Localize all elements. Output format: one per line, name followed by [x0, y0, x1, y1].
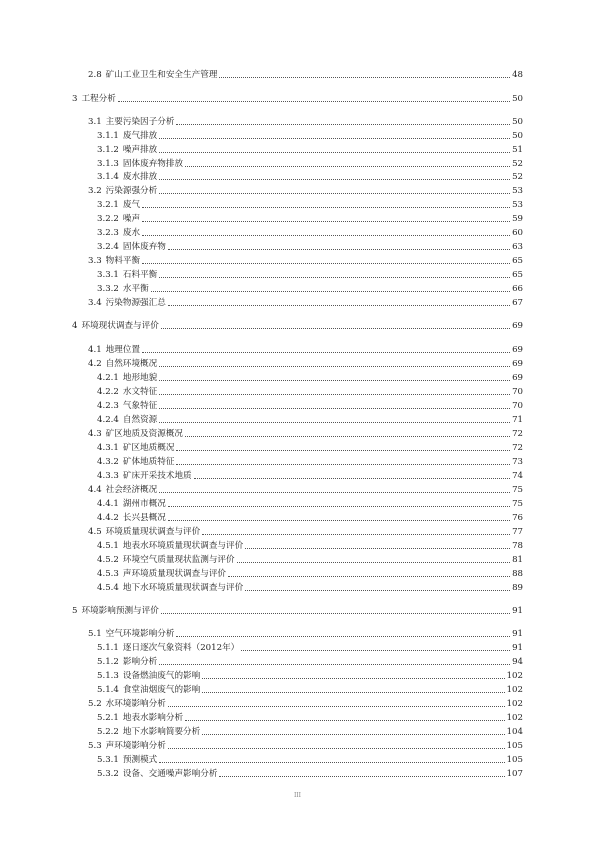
toc-leader-dots — [168, 248, 510, 250]
toc-entry-page: 88 — [512, 569, 523, 579]
toc-entry-title: 设备燃油废气的影响 — [122, 671, 201, 681]
toc-entry-number: 5.2 — [88, 699, 102, 709]
toc-leader-dots — [161, 612, 510, 614]
toc-entry-page: 70 — [512, 387, 523, 397]
toc-entry-number: 5.1.1 — [97, 643, 119, 653]
toc-entry-number: 3 — [72, 94, 78, 104]
toc-entry-page: 94 — [512, 657, 523, 667]
toc-entry-title: 地表水影响分析 — [122, 713, 184, 723]
toc-entry-number: 3.2.4 — [97, 242, 119, 252]
toc-entry-title: 矿山工业卫生和安全生产管理 — [105, 70, 218, 80]
toc-entry-title: 逐日逐次气象资料（2012年） — [122, 643, 240, 653]
toc-entry[interactable] — [88, 252, 523, 266]
toc-entry[interactable] — [97, 280, 523, 294]
toc-entry-page: 69 — [512, 373, 523, 383]
toc-leader-dots — [118, 100, 510, 102]
toc-entry-number: 3.4 — [88, 298, 102, 308]
toc-entry-title: 废水排放 — [122, 172, 158, 182]
toc-entry[interactable] — [88, 66, 523, 80]
toc-entry-title: 水平衡 — [122, 284, 149, 294]
toc-leader-dots — [185, 719, 505, 721]
toc-leader-dots — [176, 635, 510, 637]
toc-entry-title: 废气 — [122, 200, 141, 210]
toc-leader-dots — [159, 421, 510, 423]
toc-leader-dots — [176, 449, 510, 451]
toc-entry[interactable] — [72, 317, 523, 331]
toc-entry[interactable] — [97, 565, 523, 579]
toc-entry-page: 102 — [506, 671, 523, 681]
toc-entry-page: 50 — [512, 117, 523, 127]
toc-entry-title: 影响分析 — [122, 657, 158, 667]
toc-entry-number: 5 — [72, 606, 78, 616]
toc-entry-title: 水环境影响分析 — [105, 699, 166, 709]
toc-entry[interactable] — [88, 523, 523, 537]
toc-entry[interactable] — [88, 294, 523, 308]
toc-entry-page: 105 — [506, 755, 523, 765]
toc-entry[interactable] — [88, 113, 523, 127]
toc-entry-page: 73 — [512, 457, 523, 467]
toc-entry[interactable] — [88, 481, 523, 495]
toc-entry-title: 自然资源 — [122, 415, 158, 425]
toc-entry-page: 81 — [512, 555, 523, 565]
toc-entry-number: 5.2.2 — [97, 727, 119, 737]
toc-leader-dots — [168, 304, 510, 306]
toc-leader-dots — [159, 178, 510, 180]
toc-leader-dots — [228, 575, 510, 577]
toc-entry-number: 3.2 — [88, 186, 102, 196]
toc-entry-number: 5.1.3 — [97, 671, 119, 681]
toc-entry[interactable] — [97, 369, 523, 383]
toc-leader-dots — [168, 505, 510, 507]
toc-entry[interactable] — [88, 425, 523, 439]
toc-leader-dots — [219, 76, 510, 78]
toc-entry[interactable] — [97, 723, 523, 737]
toc-entry[interactable] — [97, 639, 523, 653]
toc-entry-page: 102 — [506, 685, 523, 695]
toc-entry-page: 63 — [512, 242, 523, 252]
toc-entry-number: 5.1 — [88, 629, 102, 639]
toc-entry-title: 固体废弃物 — [122, 242, 166, 252]
toc-entry[interactable] — [72, 90, 523, 104]
toc-entry-number: 4.3.2 — [97, 457, 119, 467]
toc-entry-number: 3.2.2 — [97, 214, 119, 224]
toc-entry-title: 空气环境影响分析 — [105, 629, 175, 639]
toc-entry-title: 矿床开采技术地质 — [122, 471, 192, 481]
toc-entry-title: 湖州市概况 — [122, 499, 166, 509]
toc-entry-title: 主要污染因子分析 — [105, 117, 175, 127]
toc-leader-dots — [159, 192, 510, 194]
toc-entry-page: 67 — [512, 298, 523, 308]
toc-entry-page: 69 — [512, 359, 523, 369]
toc-leader-dots — [151, 290, 510, 292]
toc-entry-page: 50 — [512, 131, 523, 141]
toc-entry-title: 工程分析 — [81, 94, 116, 104]
toc-entry-title: 环境现状调查与评价 — [81, 321, 159, 331]
toc-leader-dots — [159, 379, 510, 381]
toc-entry-title: 声环境影响分析 — [105, 741, 166, 751]
toc-entry-number: 4.3 — [88, 429, 102, 439]
toc-entry[interactable] — [97, 453, 523, 467]
toc-entry-number: 4.2.1 — [97, 373, 119, 383]
toc-entry-number: 3.1 — [88, 117, 102, 127]
toc-entry-page: 48 — [512, 70, 523, 80]
toc-entry-number: 3.2.3 — [97, 228, 119, 238]
toc-entry-number: 3.2.1 — [97, 200, 119, 210]
toc-entry-title: 食堂油烟废气的影响 — [122, 685, 201, 695]
toc-entry-page: 74 — [512, 471, 523, 481]
toc-leader-dots — [176, 123, 510, 125]
toc-entry-title: 地下水环境质量现状调查与评价 — [122, 583, 244, 593]
toc-entry-page: 52 — [512, 159, 523, 169]
toc-entry-title: 环境空气质量现状监测与评价 — [122, 555, 235, 565]
toc-leader-dots — [159, 365, 510, 367]
toc-entry[interactable] — [97, 439, 523, 453]
toc-entry[interactable] — [97, 141, 523, 155]
toc-entry-page: 104 — [506, 727, 523, 737]
toc-entry-number: 5.3 — [88, 741, 102, 751]
toc-entry-title: 矿体地质特征 — [122, 457, 175, 467]
toc-entry-number: 3.1.2 — [97, 145, 119, 155]
toc-leader-dots — [159, 761, 504, 763]
toc-entry-page: 91 — [512, 629, 523, 639]
toc-entry-page: 69 — [512, 321, 523, 331]
toc-entry-title: 环境影响预测与评价 — [81, 606, 159, 616]
toc-entry-page: 59 — [512, 214, 523, 224]
toc-entry-page: 65 — [512, 256, 523, 266]
toc-entry-page: 66 — [512, 284, 523, 294]
toc-entry[interactable] — [97, 411, 523, 425]
toc-entry-number: 4.2.2 — [97, 387, 119, 397]
toc-entry[interactable] — [88, 355, 523, 369]
toc-entry-number: 4.5.2 — [97, 555, 119, 565]
toc-leader-dots — [176, 463, 510, 465]
toc-entry[interactable] — [97, 210, 523, 224]
toc-entry-title: 污染物源强汇总 — [105, 298, 166, 308]
toc-entry[interactable] — [97, 537, 523, 551]
toc-leader-dots — [142, 234, 510, 236]
toc-entry-number: 4.3.3 — [97, 471, 119, 481]
toc-leader-dots — [159, 407, 510, 409]
toc-entry-title: 物料平衡 — [105, 256, 141, 266]
toc-entry[interactable] — [88, 695, 523, 709]
toc-entry-title: 矿区地质概况 — [122, 443, 175, 453]
toc-entry-page: 71 — [512, 415, 523, 425]
toc-leader-dots — [142, 206, 510, 208]
toc-entry[interactable] — [97, 397, 523, 411]
toc-entry[interactable] — [97, 196, 523, 210]
toc-entry-page: 60 — [512, 228, 523, 238]
toc-entry[interactable] — [88, 341, 523, 355]
toc-leader-dots — [159, 393, 510, 395]
toc-entry[interactable] — [97, 127, 523, 141]
toc-entry-title: 固体废弃物排放 — [122, 159, 184, 169]
toc-entry-number: 2.8 — [88, 70, 102, 80]
toc-entry-number: 4.5.4 — [97, 583, 119, 593]
toc-entry-title: 地理位置 — [105, 345, 141, 355]
toc-entry-number: 4.2 — [88, 359, 102, 369]
toc-entry[interactable] — [97, 653, 523, 667]
toc-entry-page: 78 — [512, 541, 523, 551]
toc-entry-page: 102 — [506, 699, 523, 709]
toc-entry-page: 105 — [506, 741, 523, 751]
toc-entry-number: 4.1 — [88, 345, 102, 355]
toc-entry-number: 4.5.3 — [97, 569, 119, 579]
toc-entry-title: 社会经济概况 — [105, 485, 158, 495]
toc-entry-title: 自然环境概况 — [105, 359, 158, 369]
toc-entry-number: 3.1.1 — [97, 131, 119, 141]
toc-entry-title: 预测模式 — [122, 755, 158, 765]
toc-entry-number: 3.3.1 — [97, 270, 119, 280]
toc-entry-page: 75 — [512, 485, 523, 495]
toc-entry-title: 污染源强分析 — [105, 186, 158, 196]
toc-entry-number: 4.4 — [88, 485, 102, 495]
toc-entry-title: 噪声排放 — [122, 145, 158, 155]
toc-entry-number: 4.3.1 — [97, 443, 119, 453]
toc-leader-dots — [202, 533, 510, 535]
toc-entry-number: 4.2.4 — [97, 415, 119, 425]
toc-entry-page: 89 — [512, 583, 523, 593]
toc-entry-title: 地表水环境质量现状调查与评价 — [122, 541, 244, 551]
toc-entry-title: 噪声 — [122, 214, 141, 224]
toc-entry[interactable] — [97, 495, 523, 509]
toc-entry-number: 4 — [72, 321, 78, 331]
toc-entry[interactable] — [97, 266, 523, 280]
toc-entry[interactable] — [97, 667, 523, 681]
toc-entry-number: 4.4.1 — [97, 499, 119, 509]
toc-leader-dots — [241, 649, 510, 651]
toc-entry-number: 3.1.4 — [97, 172, 119, 182]
toc-entry[interactable] — [97, 579, 523, 593]
toc-entry[interactable] — [88, 182, 523, 196]
toc-leader-dots — [202, 691, 504, 693]
toc-entry-number: 5.2.1 — [97, 713, 119, 723]
toc-entry-page: 91 — [512, 643, 523, 653]
toc-entry-page: 51 — [512, 145, 523, 155]
toc-leader-dots — [194, 477, 510, 479]
toc-entry-page: 75 — [512, 499, 523, 509]
toc-entry-number: 5.1.2 — [97, 657, 119, 667]
toc-entry[interactable] — [97, 383, 523, 397]
toc-entry[interactable] — [88, 737, 523, 751]
toc-leader-dots — [142, 351, 510, 353]
toc-leader-dots — [159, 491, 510, 493]
toc-leader-dots — [245, 547, 510, 549]
toc-entry[interactable] — [97, 467, 523, 481]
toc-leader-dots — [202, 677, 504, 679]
toc-entry-page: 72 — [512, 429, 523, 439]
toc-leader-dots — [142, 220, 510, 222]
toc-leader-dots — [159, 663, 510, 665]
toc-entry-number: 5.3.1 — [97, 755, 119, 765]
toc-entry-title: 废气排放 — [122, 131, 158, 141]
toc-entry-page: 77 — [512, 527, 523, 537]
toc-entry[interactable] — [97, 224, 523, 238]
toc-leader-dots — [245, 589, 510, 591]
toc-leader-dots — [159, 276, 510, 278]
toc-leader-dots — [237, 561, 510, 563]
toc-entry-number: 4.5 — [88, 527, 102, 537]
toc-entry-number: 3.3 — [88, 256, 102, 266]
toc-leader-dots — [142, 262, 510, 264]
toc-entry[interactable] — [97, 155, 523, 169]
toc-entry-title: 石料平衡 — [122, 270, 158, 280]
toc-entry-page: 72 — [512, 443, 523, 453]
toc-leader-dots — [159, 151, 510, 153]
toc-entry[interactable] — [97, 709, 523, 723]
toc-entry-title: 矿区地质及资源概况 — [105, 429, 184, 439]
toc-entry-title: 环境质量现状调查与评价 — [105, 527, 201, 537]
toc-leader-dots — [159, 137, 510, 139]
toc-entry[interactable] — [88, 625, 523, 639]
toc-leader-dots — [168, 705, 505, 707]
toc-entry-title: 气象特征 — [122, 401, 158, 411]
toc-entry-title: 设备、交通噪声影响分析 — [122, 769, 218, 779]
toc-entry-number: 5.3.2 — [97, 769, 119, 779]
toc-entry-page: 91 — [512, 606, 523, 616]
toc-entry-title: 地形地貌 — [122, 373, 158, 383]
toc-leader-dots — [185, 435, 510, 437]
toc-entry-page: 102 — [506, 713, 523, 723]
toc-leader-dots — [202, 733, 504, 735]
toc-entry[interactable] — [97, 681, 523, 695]
toc-entry-page: 65 — [512, 270, 523, 280]
toc-entry[interactable] — [72, 602, 523, 616]
toc-entry-title: 声环境质量现状调查与评价 — [122, 569, 227, 579]
toc-entry-number: 4.4.2 — [97, 513, 119, 523]
toc-entry-title: 长兴县概况 — [122, 513, 166, 523]
toc-entry-title: 水文特征 — [122, 387, 158, 397]
toc-leader-dots — [161, 327, 510, 329]
toc-entry-number: 4.5.1 — [97, 541, 119, 551]
page-number-footer: III — [293, 792, 302, 799]
toc-entry[interactable] — [97, 168, 523, 182]
toc-leader-dots — [168, 747, 505, 749]
toc-entry-number: 3.3.2 — [97, 284, 119, 294]
toc-entry-number: 5.1.4 — [97, 685, 119, 695]
toc-entry[interactable] — [97, 238, 523, 252]
toc-entry-page: 52 — [512, 172, 523, 182]
toc-leader-dots — [185, 165, 510, 167]
toc-entry-page: 53 — [512, 200, 523, 210]
toc-entry-page: 50 — [512, 94, 523, 104]
toc-entry-number: 3.1.3 — [97, 159, 119, 169]
toc-entry-page: 76 — [512, 513, 523, 523]
toc-entry[interactable] — [97, 765, 523, 779]
toc-entry-page: 69 — [512, 345, 523, 355]
toc-entry[interactable] — [97, 551, 523, 565]
toc-entry-page: 107 — [506, 769, 523, 779]
toc-entry-title: 废水 — [122, 228, 141, 238]
toc-entry[interactable] — [97, 751, 523, 765]
toc-entry-page: 53 — [512, 186, 523, 196]
toc-entry[interactable] — [97, 509, 523, 523]
toc-leader-dots — [168, 519, 510, 521]
toc-entry-page: 70 — [512, 401, 523, 411]
toc-entry-title: 地下水影响简要分析 — [122, 727, 201, 737]
toc-leader-dots — [219, 775, 504, 777]
toc-entry-number: 4.2.3 — [97, 401, 119, 411]
